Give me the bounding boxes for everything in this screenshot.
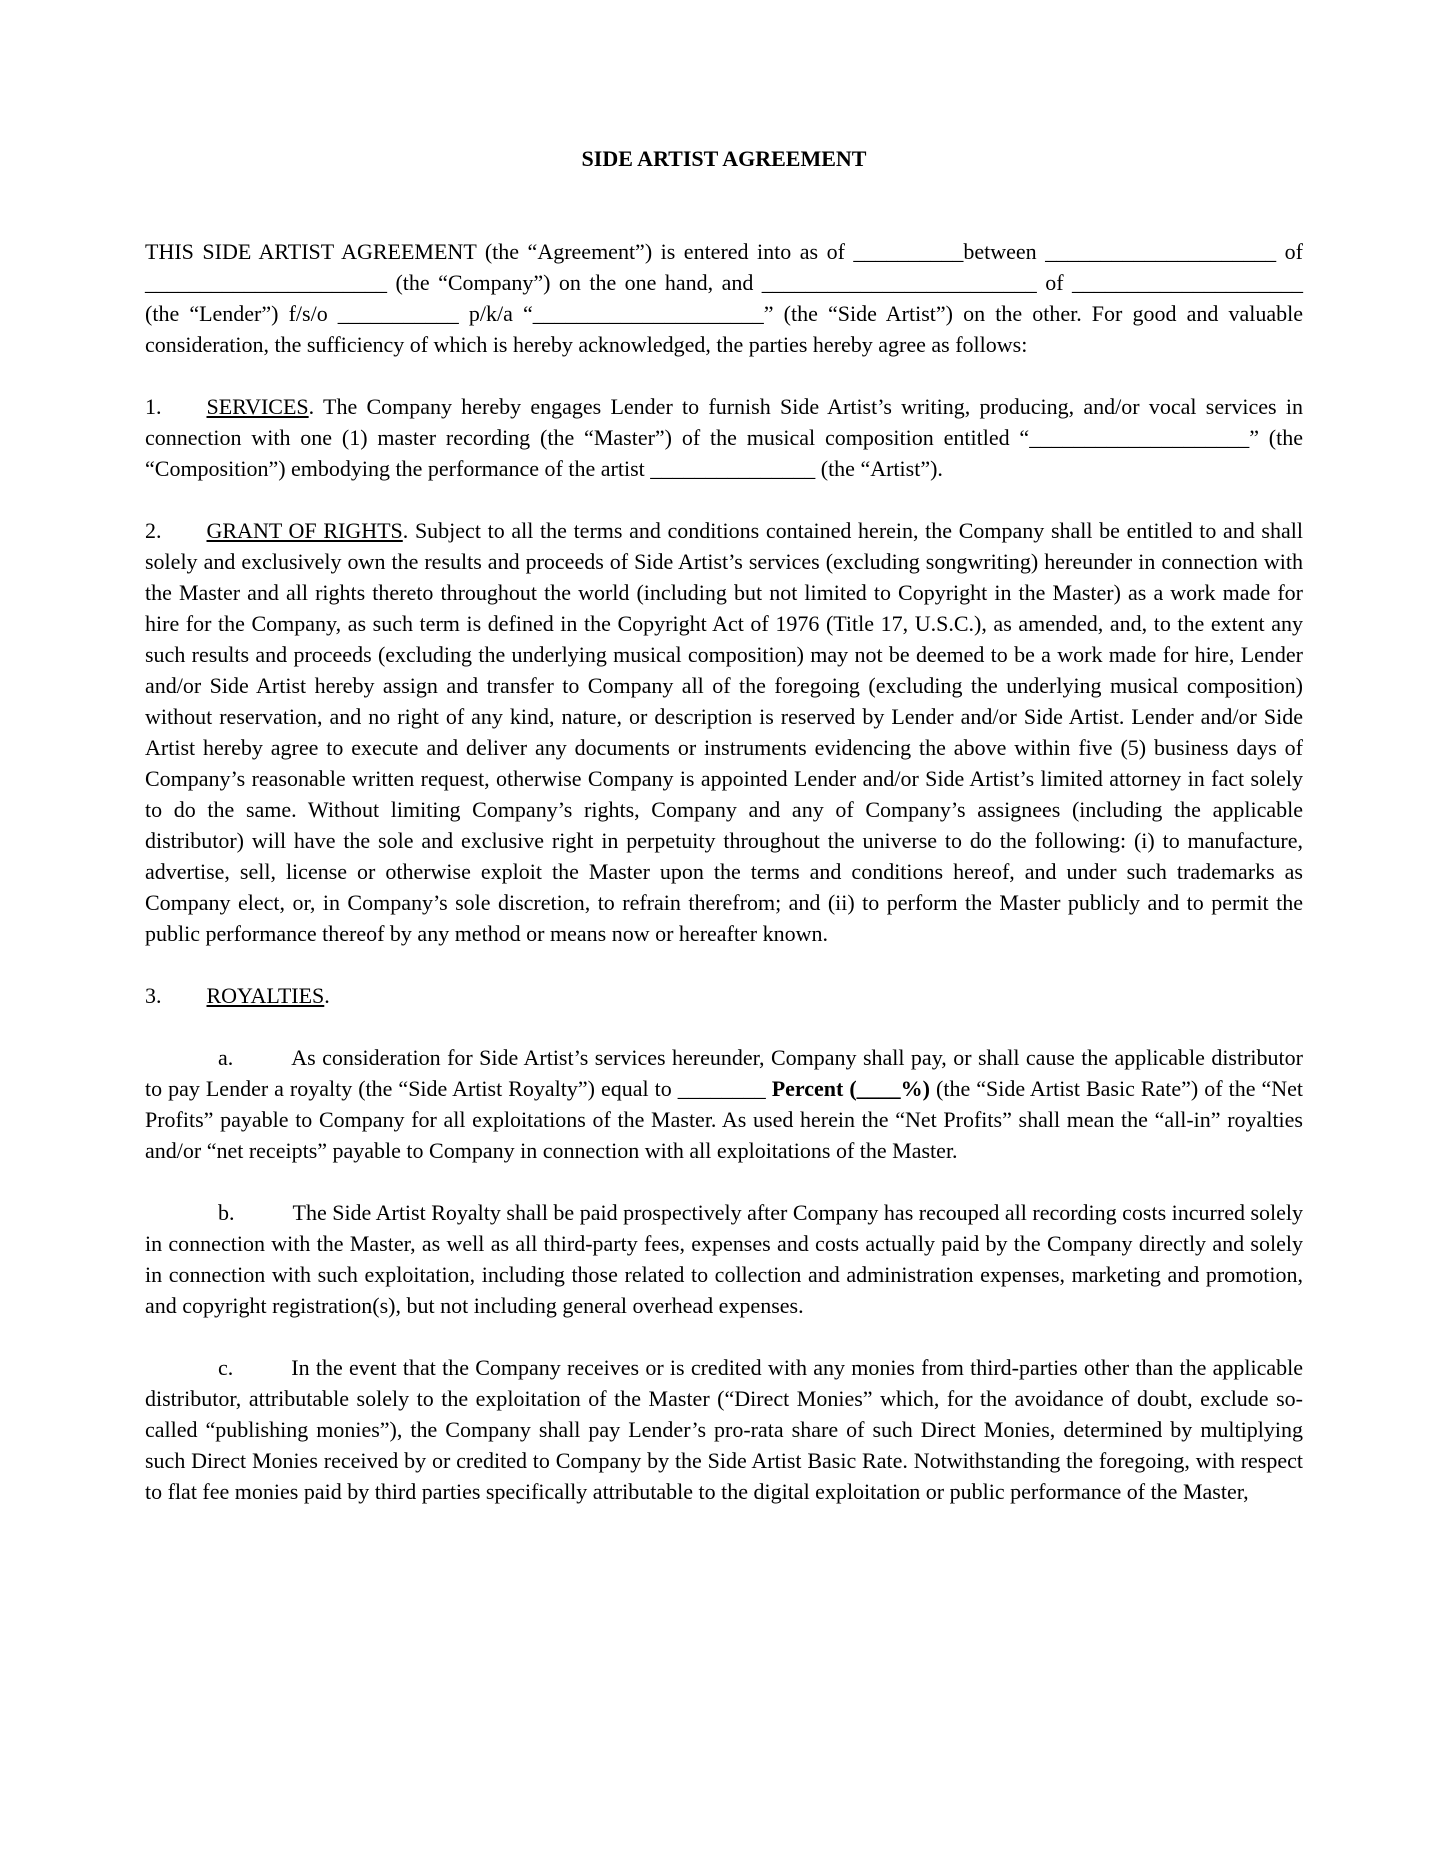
section-3-body: . (324, 983, 330, 1008)
section-2-heading: GRANT OF RIGHTS (206, 518, 403, 543)
section-3-number: 3. (145, 983, 162, 1008)
subsection-3a-label: a. (218, 1045, 234, 1070)
subsection-3b-text: The Side Artist Royalty shall be paid prospectively after Company has recouped all recording costs incurred solely in connection with the Master, as well as all third-party fees, expenses and costs actually paid by the Company directly and solely in connection with such exploitation, including those related to collection and administration expenses, marketing and promotion, and copyright registration(s), but not including general overhead expenses. (145, 1200, 1304, 1318)
subsection-3c (145, 1352, 1303, 1507)
section-1-body: . The Company hereby engages Lender to furnish Side Artist’s writing, producing, and/or vocal services in connection with one (1) master recording (the “Master”) of the musical composition entitled “____________________” (the “Composition”) embodying the performance of the artist _______________ (the “Artist”). (145, 394, 1303, 481)
section-2-number: 2. (145, 518, 162, 543)
subsection-3b (145, 1197, 1303, 1321)
intro-paragraph (145, 236, 1303, 360)
subsection-3c-text: In the event that the Company receives or is credited with any monies from third-parties other than the applicable distributor, attributable solely to the exploitation of the Master (“Direct Monies” which, for the avoidance of doubt, exclude so-called “publishing monies”), the Company shall pay Lender’s pro-rata share of such Direct Monies, determined by multiplying such Direct Monies received by or credited to Company by the Side Artist Basic Rate. Notwithstanding the foregoing, with respect to flat fee monies paid by third parties specifically attributable to the digital exploitation or public performance of the Master, (145, 1355, 1303, 1504)
subsection-3a-text-before: As consideration for Side Artist’s services hereunder, Company shall pay, or shall cause the applicable distributor to pay Lender a royalty (the “Side Artist Royalty”) equal to ________ (145, 1045, 1303, 1101)
document-title: SIDE ARTIST AGREEMENT (581, 146, 867, 171)
subsection-3a-bold-percent: Percent (____%) (771, 1076, 931, 1101)
subsection-3b-label: b. (218, 1200, 235, 1225)
section-2-grant-of-rights (145, 515, 1303, 949)
subsection-3a (145, 1042, 1303, 1166)
intro-text: THIS SIDE ARTIST AGREEMENT (the “Agreement”) is entered into as of __________between _____________________ of ______________________ (the “Company”) on the one hand, and _________________________ of _____________________ (the “Lender”) f/s/o ___________ p/k/a “_____________________” (the “Side Artist”) on the other. For good and valuable consideration, the sufficiency of which is hereby acknowledged, the parties hereby agree as follows: (145, 239, 1303, 357)
section-3-royalties (145, 980, 1303, 1011)
subsection-3a-text-after: (the “Side Artist Basic Rate”) of the “Net Profits” payable to Company for all exploitations of the Master. As used herein the “Net Profits” shall mean the “all-in” royalties and/or “net receipts” payable to Company in connection with all exploitations of the Master. (145, 1076, 1303, 1163)
section-1-heading: SERVICES (206, 394, 309, 419)
section-1-number: 1. (145, 394, 162, 419)
section-3-heading: ROYALTIES (206, 983, 325, 1008)
section-2-body: . Subject to all the terms and conditions contained herein, the Company shall be entitled to and shall solely and exclusively own the results and proceeds of Side Artist’s services (excluding songwriting) hereunder in connection with the Master and all rights thereto throughout the world (including but not limited to Copyright in the Master) as a work made for hire for the Company, as such term is defined in the Copyright Act of 1976 (Title 17, U.S.C.), as amended, and, to the extent any such results and proceeds (excluding the underlying musical composition) may not be deemed to be a work made for hire, Lender and/or Side Artist hereby assign and transfer to Company all of the foregoing (excluding the underlying musical composition) without reservation, and no right of any kind, nature, or description is reserved by Lender and/or Side Artist. Lender and/or Side Artist hereby agree to execute and deliver any documents or instruments evidencing the above within five (5) business days of Company’s reasonable written request, otherwise Company is appointed Lender and/or Side Artist’s limited attorney in fact solely to do the same. Without limiting Company’s rights, Company and any of Company’s assignees (including the applicable distributor) will have the sole and exclusive right in perpetuity throughout the universe to do the following: (i) to manufacture, advertise, sell, license or otherwise exploit the Master upon the terms and conditions hereof, and under such trademarks as Company elect, or, in Company’s sole discretion, to refrain therefrom; and (ii) to perform the Master publicly and to permit the public performance thereof by any method or means now or hereafter known. (145, 518, 1303, 946)
subsection-3c-label: c. (218, 1355, 234, 1380)
section-1-services (145, 391, 1303, 484)
